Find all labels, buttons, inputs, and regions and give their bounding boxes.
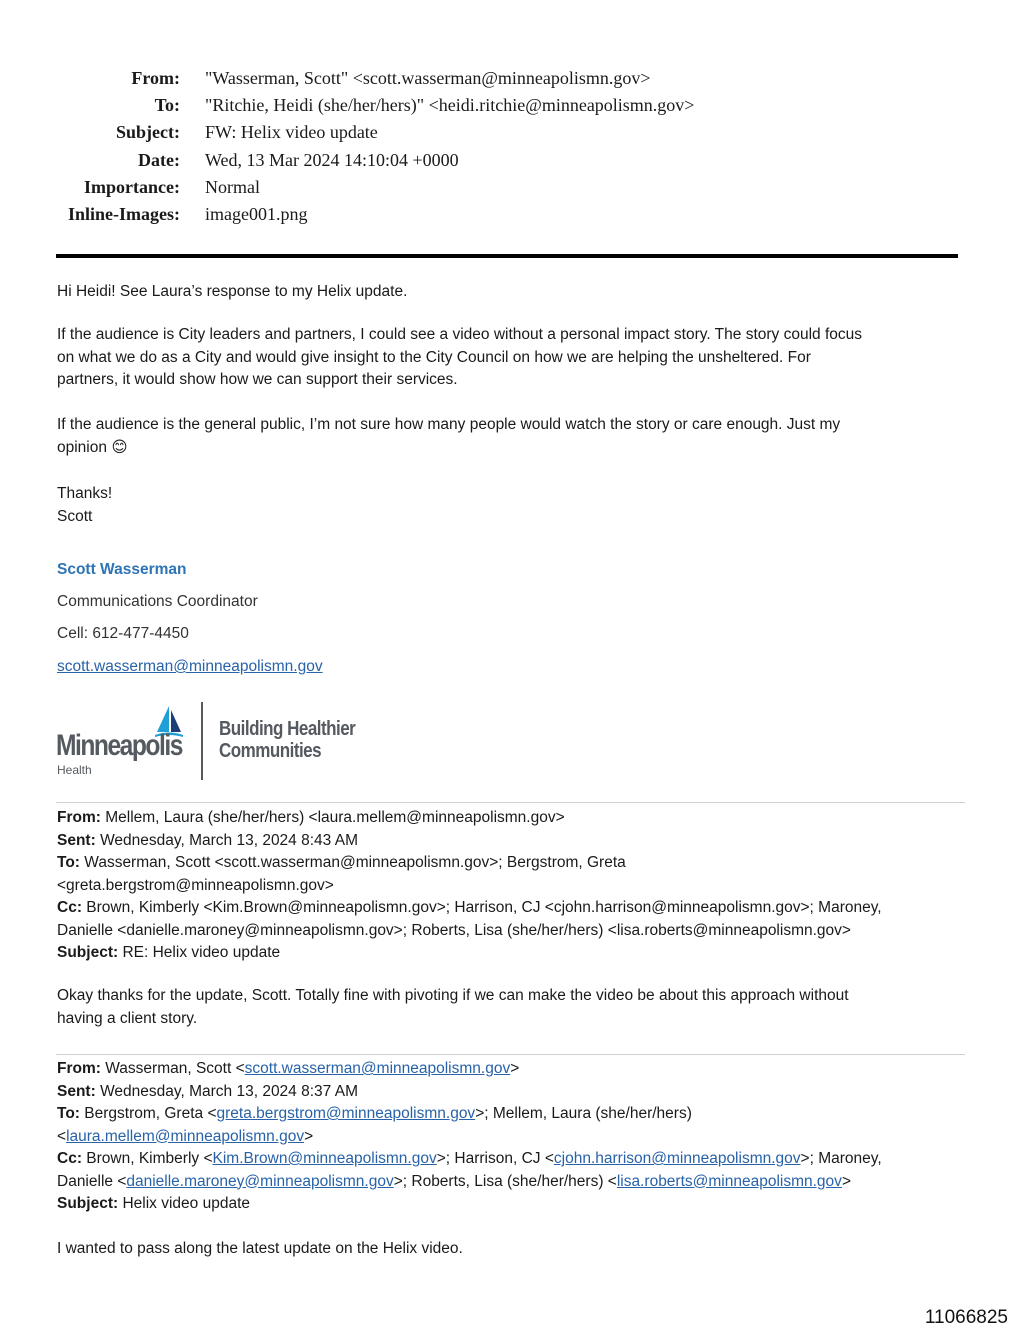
logo-health-text: Health xyxy=(57,763,92,777)
header-divider xyxy=(56,254,958,258)
logo-divider xyxy=(201,702,203,780)
msg2-headers xyxy=(57,807,962,965)
msg3-cc-email4-link[interactable]: lisa.roberts@minneapolismn.gov xyxy=(616,1172,842,1190)
message-separator-2 xyxy=(56,1054,965,1055)
msg3-to-email1-link[interactable]: greta.bergstrom@minneapolismn.gov xyxy=(216,1105,476,1122)
signature-email-link[interactable]: scott.wasserman@minneapolismn.gov xyxy=(57,658,323,675)
msg3-cc-email3-link[interactable]: danielle.maroney@minneapolismn.gov xyxy=(126,1172,394,1190)
msg3-to-name2: Mellem, Laura (she/her/hers) xyxy=(492,1105,692,1122)
msg3-to-email2-link[interactable]: laura.mellem@minneapolismn.gov xyxy=(66,1127,305,1145)
msg3-sent-value: Wednesday, March 13, 2024 8:37 AM xyxy=(100,1082,358,1100)
logo-tagline xyxy=(219,718,355,762)
header-inline-images xyxy=(0,201,1000,228)
msg3-cc-name3a: Maroney, xyxy=(818,1150,882,1167)
msg3-cc-name1: Brown, Kimberly xyxy=(86,1150,200,1167)
body-thanks: Thanks! xyxy=(57,485,113,502)
smile-emoji-icon: 😊 xyxy=(111,438,128,456)
header-to-label: To: xyxy=(154,95,180,115)
logo-tagline-2: Communities xyxy=(219,740,322,762)
body-p3-line1: If the audience is the general public, I’m not sure how many people would watch the story or care enough. Just my xyxy=(57,416,841,433)
msg3-from-email-link[interactable]: scott.wasserman@minneapolismn.gov xyxy=(244,1060,511,1077)
message-separator-1 xyxy=(56,802,965,803)
body-paragraph-2 xyxy=(57,414,962,459)
msg3-subject-value: Helix video update xyxy=(122,1195,250,1212)
msg2-sent-label: Sent: xyxy=(57,831,96,849)
body-p3-line2: opinion xyxy=(57,438,107,456)
msg3-body: I wanted to pass along the latest update on the Helix video. xyxy=(57,1240,463,1257)
logo-tagline-1: Building Healthier xyxy=(219,718,356,740)
body-p2-line1: If the audience is City leaders and partners, I could see a video without a personal impact story. The story could focus xyxy=(57,326,862,343)
header-to xyxy=(0,92,1000,119)
header-to-value: "Ritchie, Heidi (she/her/hers)" <heidi.ritchie@minneapolismn.gov> xyxy=(205,95,695,115)
msg3-from-name: Wasserman, Scott xyxy=(105,1060,232,1077)
msg3-from-label: From: xyxy=(57,1060,101,1077)
msg2-body-line1: Okay thanks for the update, Scott. Totally fine with pivoting if we can make the video be about this approach without xyxy=(57,987,849,1004)
header-date-label: Date: xyxy=(138,150,180,170)
msg3-to-name1: Bergstrom, Greta xyxy=(84,1105,204,1122)
msg2-body-line2: having a client story. xyxy=(57,1009,198,1027)
msg3-to-label: To: xyxy=(57,1105,80,1122)
msg3-cc-label: Cc: xyxy=(57,1150,82,1167)
header-from xyxy=(0,65,1000,92)
header-importance-value: Normal xyxy=(205,177,260,197)
msg3-cc-name3b: Danielle xyxy=(57,1172,114,1190)
msg2-cc-value-cont: Danielle <danielle.maroney@minneapolismn.gov>; Roberts, Lisa (she/her/hers) <lisa.roberts@minneapolismn.gov> xyxy=(57,921,851,939)
header-subject xyxy=(0,119,1000,146)
msg3-sent-label: Sent: xyxy=(57,1082,96,1100)
msg3-cc-email1-link[interactable]: Kim.Brown@minneapolismn.gov xyxy=(212,1150,437,1167)
body-p2-line3: partners, it would show how we can support their services. xyxy=(57,371,458,388)
minneapolis-health-logo xyxy=(56,702,356,780)
bates-number: 11066825 xyxy=(924,1307,1008,1328)
msg2-from-value: Mellem, Laura (she/her/hers) <laura.mellem@minneapolismn.gov> xyxy=(105,809,565,826)
msg2-to-value-cont: <greta.bergstrom@minneapolismn.gov> xyxy=(57,876,334,894)
msg2-to-label: To: xyxy=(57,854,80,871)
body-p2-line2: on what we do as a City and would give insight to the City Council on how we are helping the unsheltered. For xyxy=(57,348,811,366)
body-sender-name: Scott xyxy=(57,507,93,525)
header-from-label: From: xyxy=(131,68,180,88)
msg3-cc-email2-link[interactable]: cjohn.harrison@minneapolismn.gov xyxy=(553,1150,801,1167)
msg2-from-label: From: xyxy=(57,809,101,826)
header-inline-value: image001.png xyxy=(205,204,308,224)
msg2-subject-label: Subject: xyxy=(57,944,119,961)
signature-name: Scott Wasserman xyxy=(57,561,187,578)
msg3-cc-name2: Harrison, CJ xyxy=(454,1150,541,1167)
msg2-cc-label: Cc: xyxy=(57,899,82,916)
msg2-body xyxy=(57,985,962,1030)
body-greeting: Hi Heidi! See Laura’s response to my Helix update. xyxy=(57,283,408,300)
header-subject-label: Subject: xyxy=(116,122,180,142)
header-from-value: "Wasserman, Scott" <scott.wasserman@minneapolismn.gov> xyxy=(205,68,651,88)
body-paragraph-1 xyxy=(57,324,962,392)
msg2-subject-value: RE: Helix video update xyxy=(122,944,281,961)
header-importance xyxy=(0,174,1000,201)
msg3-subject-label: Subject: xyxy=(57,1195,119,1212)
msg2-cc-value: Brown, Kimberly <Kim.Brown@minneapolismn.gov>; Harrison, CJ <cjohn.harrison@minneapolismn.gov>; Maroney, xyxy=(86,899,882,916)
msg2-sent-value: Wednesday, March 13, 2024 8:43 AM xyxy=(100,831,358,849)
header-importance-label: Importance: xyxy=(84,177,180,197)
header-date-value: Wed, 13 Mar 2024 14:10:04 +0000 xyxy=(205,150,459,170)
header-inline-label: Inline-Images: xyxy=(68,204,180,224)
header-subject-value: FW: Helix video update xyxy=(205,122,378,142)
header-date xyxy=(0,147,1000,174)
msg3-headers: From: Wasserman, Scott <scott.wasserman@minneapolismn.gov> Sent: Wednesday, March 13, 2024 8:37 AM To: Bergstrom, Greta <greta.bergstrom@minneapolismn.gov>; Mellem, Laura (she/her/hers) <laura.mellem@minneapolismn.gov> Cc: Brown, Kimberly <Kim.Brown@minneapolismn.gov>; Harrison, CJ <cjohn.harrison@minneapolismn.gov>; Maroney, Danielle <danielle.maroney@minneapolismn.gov>; Roberts, Lisa (she/her/hers) <lisa.roberts@minneapolismn.gov> Subject: Helix video update xyxy=(57,1060,882,1212)
body-closing xyxy=(57,483,962,528)
msg2-to-value: Wasserman, Scott <scott.wasserman@minneapolismn.gov>; Bergstrom, Greta xyxy=(84,854,626,871)
signature-email-line xyxy=(57,658,323,676)
logo-city-text: Minneapolis xyxy=(56,729,182,762)
msg3-cc-name4: Roberts, Lisa (she/her/hers) xyxy=(411,1172,604,1190)
signature-cell: Cell: 612-477-4450 xyxy=(57,625,189,642)
signature-title: Communications Coordinator xyxy=(57,593,258,610)
